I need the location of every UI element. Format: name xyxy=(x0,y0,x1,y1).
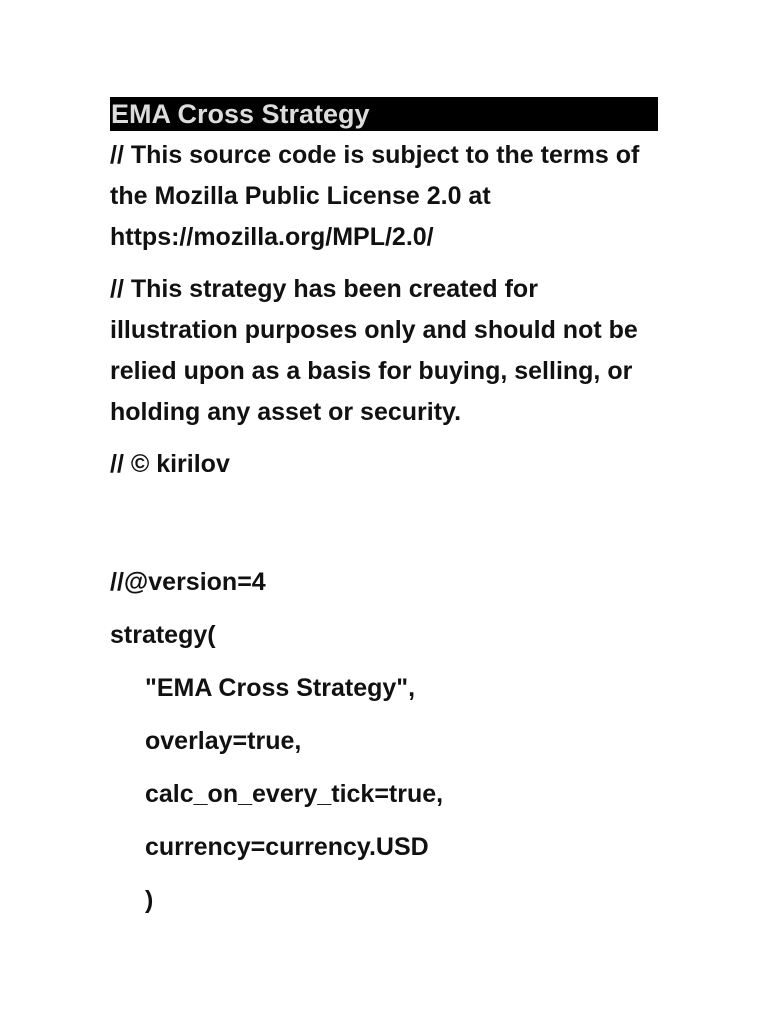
strategy-arg-title: "EMA Cross Strategy", xyxy=(145,674,416,702)
strategy-arg-overlay: overlay=true, xyxy=(145,727,302,755)
license-comment: // This source code is subject to the terms of the Mozilla Public License 2.0 at https://mozilla.org/MPL/2.0/ xyxy=(110,141,640,251)
code-block xyxy=(110,556,658,927)
strategy-arg-calc-on-every-tick: calc_on_every_tick=true, xyxy=(145,780,444,808)
version-directive: //@version=4 xyxy=(110,568,266,596)
document-title: EMA Cross Strategy xyxy=(110,97,658,131)
strategy-call-open: strategy( xyxy=(110,621,216,649)
disclaimer-comment: // This strategy has been created for illustration purposes only and should not be relied upon as a basis for buying, selling, or holding any asset or security. xyxy=(110,275,638,426)
strategy-call-close: ) xyxy=(145,886,154,914)
author-comment: // © kirilov xyxy=(110,450,230,478)
document-page xyxy=(110,97,658,927)
strategy-arg-currency: currency=currency.USD xyxy=(145,833,429,861)
